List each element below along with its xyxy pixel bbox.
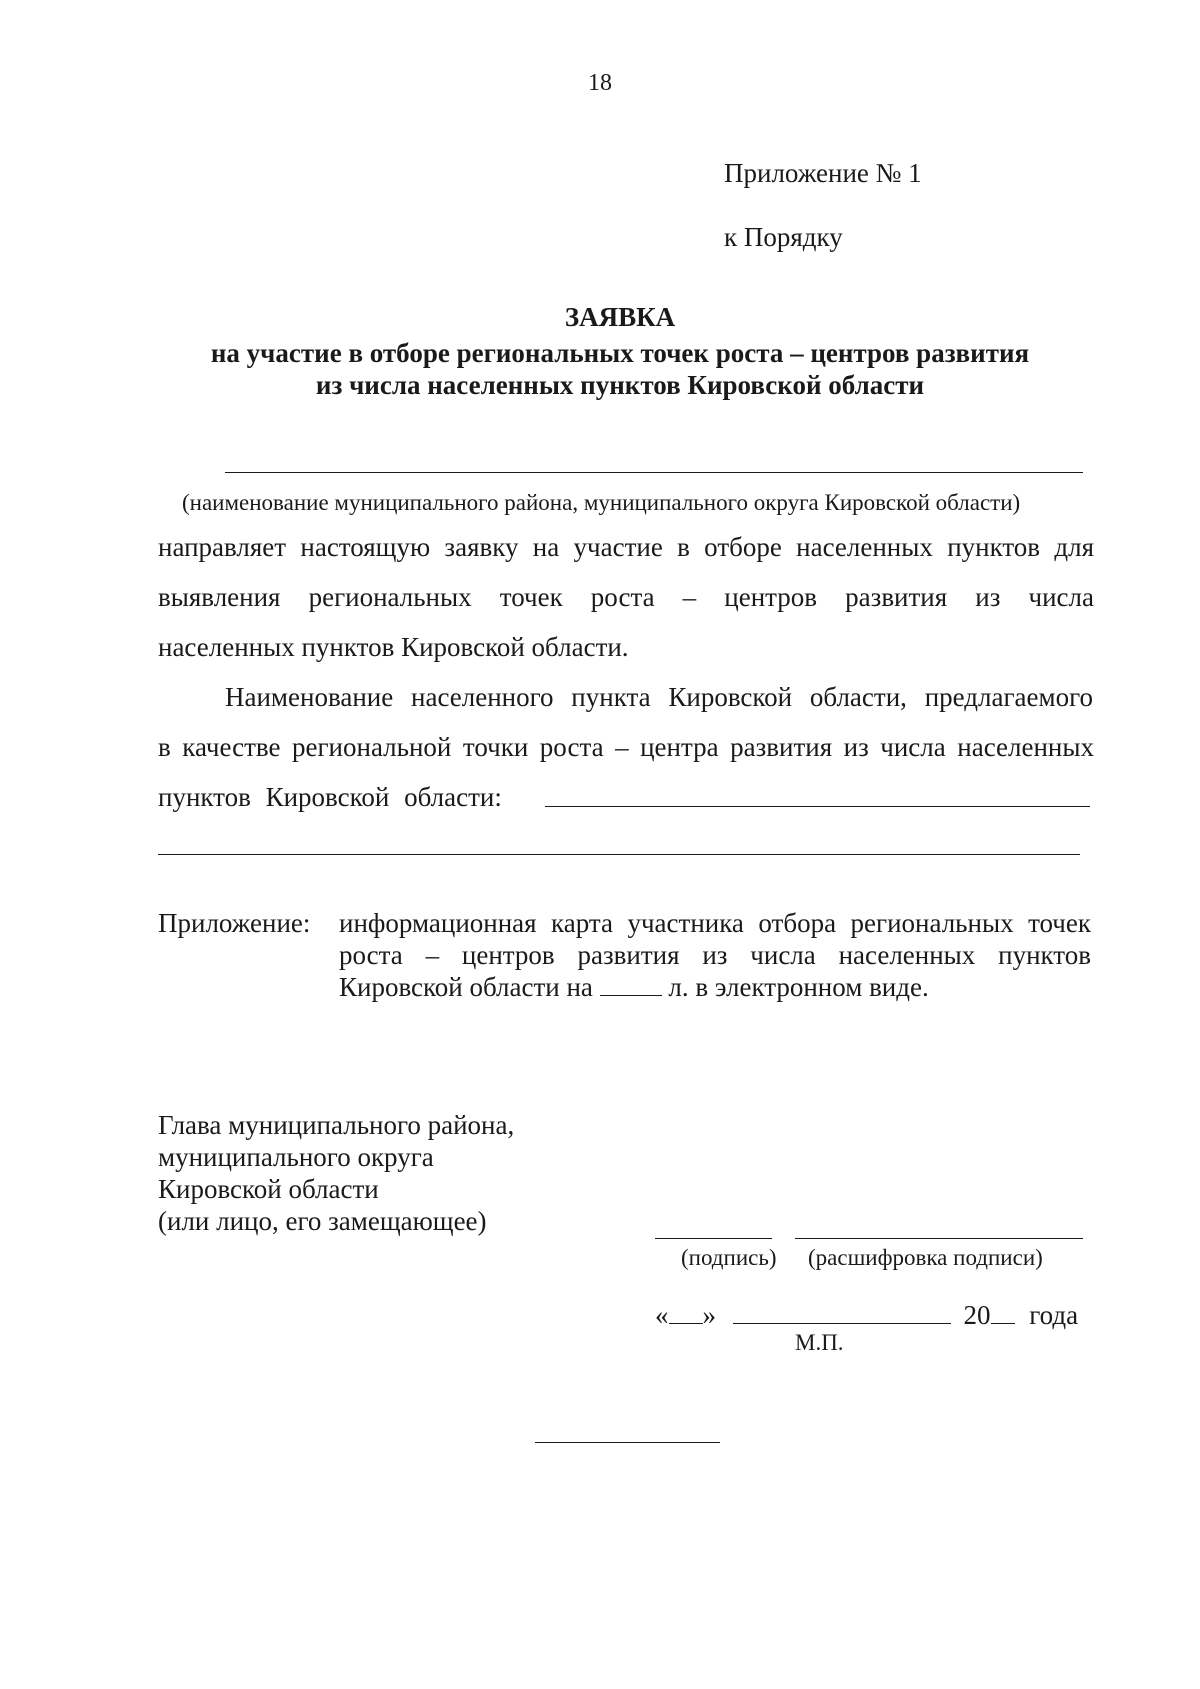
signature-field[interactable] xyxy=(655,1238,772,1239)
body-paragraph-2-line-1: Наименование населенного пункта Кировской области, предлагаемого xyxy=(225,682,1093,712)
document-subtitle-line-2: из числа населенных пунктов Кировской области xyxy=(315,370,925,400)
stamp-label: М.П. xyxy=(795,1330,844,1355)
signatory-line-3: Кировской области xyxy=(158,1174,379,1204)
appendix-label: Приложение: xyxy=(158,908,311,938)
day-field[interactable] xyxy=(669,1301,703,1324)
body-paragraph-1-line-2: выявления региональных точек роста – центров развития из числа xyxy=(158,582,1094,612)
settlement-name-field[interactable] xyxy=(545,806,1090,807)
sheet-count-field[interactable] xyxy=(600,973,662,996)
municipality-name-caption: (наименование муниципального района, муниципального округа Кировской области) xyxy=(182,490,1021,515)
appendix-line-3-suffix: л. в электронном виде. xyxy=(668,972,929,1002)
signatory-line-2: муниципального округа xyxy=(158,1142,434,1172)
year-suffix: года xyxy=(1029,1300,1079,1330)
body-paragraph-1-line-1: направляет настоящую заявку на участие в отборе населенных пунктов для xyxy=(158,532,1094,562)
signature-decode-field[interactable] xyxy=(795,1238,1083,1239)
document-end-divider xyxy=(535,1442,720,1443)
body-paragraph-1-line-3: населенных пунктов Кировской области. xyxy=(158,632,629,662)
signatory-line-1: Глава муниципального района, xyxy=(158,1110,515,1140)
date-quote-close: » xyxy=(702,1300,716,1330)
date-quote-open: « xyxy=(655,1300,669,1330)
signature-caption: (подпись) xyxy=(681,1245,777,1270)
month-field[interactable] xyxy=(733,1301,951,1324)
document-title: ЗАЯВКА xyxy=(564,302,676,332)
signature-decode-caption: (расшифровка подписи) xyxy=(808,1245,1043,1270)
body-paragraph-2-line-2: в качестве региональной точки роста – центра развития из числа населенных xyxy=(158,732,1094,762)
municipality-name-field[interactable] xyxy=(225,472,1083,473)
body-paragraph-2-line-3: пунктов Кировской области: xyxy=(158,782,502,812)
appendix-line-3-prefix: Кировской области на xyxy=(339,972,593,1002)
appendix-line-1: информационная карта участника отбора региональных точек xyxy=(339,908,1091,938)
appendix-line-2: роста – центров развития из числа населенных пунктов xyxy=(339,940,1091,970)
signatory-line-4: (или лицо, его замещающее) xyxy=(158,1206,487,1236)
year-prefix: 20 xyxy=(963,1300,991,1330)
date-row xyxy=(655,1300,1078,1331)
page-number: 18 xyxy=(588,70,612,96)
annex-subtitle: к Порядку xyxy=(724,222,843,252)
appendix-line-3 xyxy=(339,972,929,1003)
document-subtitle-line-1: на участие в отборе региональных точек роста – центров развития xyxy=(210,338,1030,368)
settlement-name-field-continued[interactable] xyxy=(158,854,1080,855)
annex-title: Приложение № 1 xyxy=(724,158,922,188)
year-field[interactable] xyxy=(991,1301,1015,1324)
